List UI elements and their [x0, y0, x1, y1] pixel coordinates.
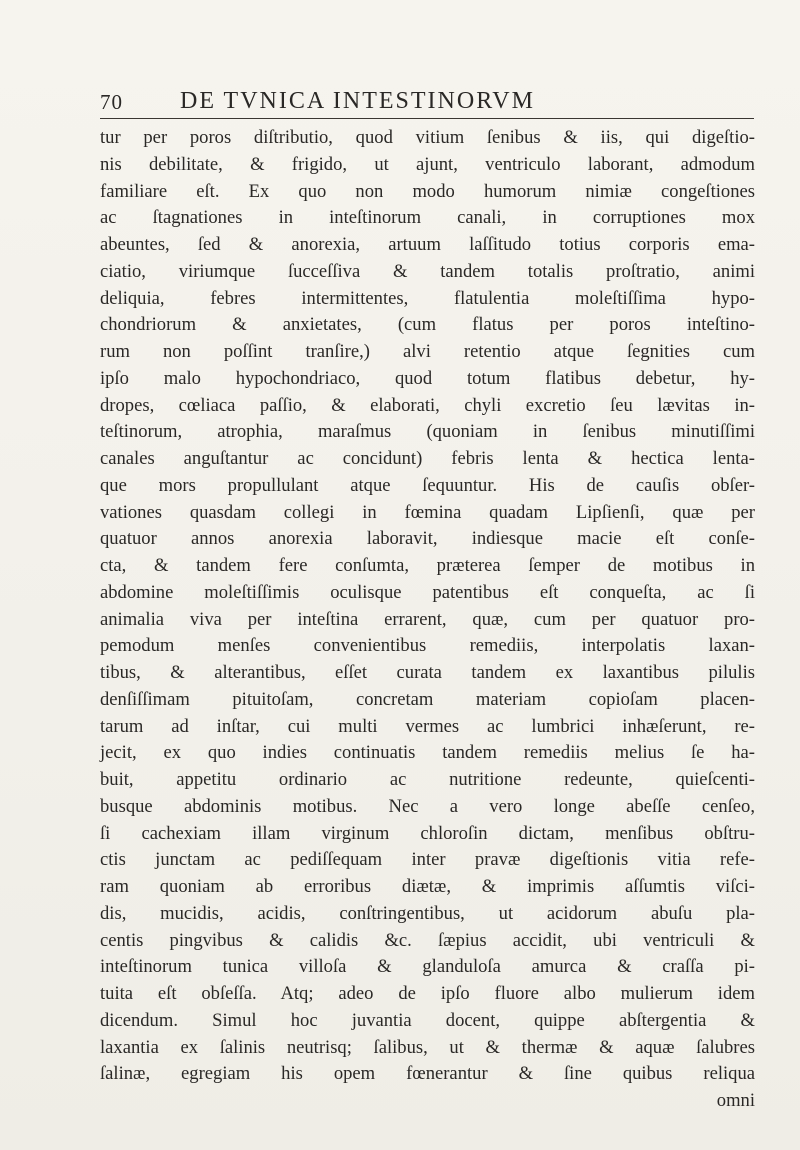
text-line: tur per poros diſtributio, quod vitium ſenibus & iis, qui digeſtio-: [100, 127, 755, 148]
text-line: animalia viva per inteſtina errarent, quæ, cum per quatuor pro-: [100, 608, 755, 630]
text-line: canales anguſtantur ac concidunt) febris lenta & hectica lenta-: [100, 448, 755, 469]
text-line: nis debilitate, & frigido, ut ajunt, ventriculo laborant, admodum: [100, 153, 755, 175]
text-line: busque abdominis motibus. Nec a vero longe abeſſe cenſeo,: [100, 795, 755, 817]
text-line: familiare eſt. Ex quo non modo humorum nimiæ congeſtiones: [100, 180, 755, 202]
text-line: dis, mucidis, acidis, conſtringentibus, ut acidorum abuſu pla-: [100, 902, 755, 924]
running-head: DE TVNICA INTESTINORVM: [180, 88, 535, 114]
text-line: tuita eſt obſeſſa. Atq; adeo de ipſo fluore albo mulierum idem: [100, 983, 755, 1004]
text-line: teſtinorum, atrophia, maraſmus (quoniam in ſenibus minutiſſimi: [100, 421, 755, 443]
text-line: abeuntes, ſed & anorexia, artuum laſſitudo totius corporis ema-: [100, 234, 755, 255]
text-line: ipſo malo hypochondriaco, quod totum flatibus debetur, hy-: [100, 367, 755, 389]
text-line: vationes quasdam collegi in fœmina quadam Lipſienſi, quæ per: [100, 501, 755, 523]
page-header: [100, 84, 754, 119]
text-line: pemodum menſes convenientibus remediis, interpolatis laxan-: [100, 635, 755, 657]
text-line: laxantia ex ſalinis neutrisq; ſalibus, ut & thermæ & aquæ ſalubres: [100, 1036, 755, 1058]
text-line: ſalinæ, egregiam his opem fœnerantur & ſine quibus reliqua: [100, 1063, 755, 1085]
text-line: ram quoniam ab erroribus diætæ, & imprimis aſſumtis viſci-: [100, 876, 755, 897]
text-line: tarum ad inſtar, cui multi vermes ac lumbrici inhæſerunt, re-: [100, 715, 755, 737]
text-line: que mors propullulant atque ſequuntur. His de cauſis obſer-: [100, 474, 755, 496]
text-line: centis pingvibus & calidis &c. ſæpius accidit, ubi ventriculi &: [100, 929, 755, 951]
text-line: ac ſtagnationes in inteſtinorum canali, in corruptiones mox: [100, 207, 755, 229]
text-line: tibus, & alterantibus, eſſet curata tandem ex laxantibus pilulis: [100, 662, 755, 683]
body-text: [100, 125, 755, 1114]
text-line: abdomine moleſtiſſimis oculisque patentibus eſt conqueſta, ac ſi: [100, 581, 755, 603]
text-line: rum non poſſint tranſire,) alvi retentio atque ſegnities cum: [100, 341, 755, 362]
text-line: dropes, cœliaca paſſio, & elaborati, chyli excretio ſeu lævitas in-: [100, 394, 755, 416]
text-line: ctis junctam ac pediſſequam inter pravæ digeſtionis vitia refe-: [100, 849, 755, 871]
catchword-row: [100, 1088, 755, 1114]
text-line: ciatio, viriumque ſucceſſiva & tandem totalis proſtratio, animi: [100, 260, 755, 282]
text-line: deliquia, febres intermittentes, flatulentia moleſtiſſima hypo-: [100, 287, 755, 309]
text-line: cta, & tandem fere conſumta, præterea ſemper de motibus in: [100, 555, 755, 576]
text-line: buit, appetitu ordinario ac nutritione redeunte, quieſcenti-: [100, 769, 755, 790]
text-line: denſiſſimam pituitoſam, concretam materiam copioſam placen-: [100, 688, 755, 710]
text-line: quatuor annos anorexia laboravit, indiesque macie eſt conſe-: [100, 528, 755, 550]
text-line: ſi cachexiam illam virginum chloroſin dictam, menſibus obſtru-: [100, 822, 755, 844]
text-line: inteſtinorum tunica villoſa & glanduloſa amurca & craſſa pi-: [100, 956, 755, 978]
catchword: omni: [716, 1090, 755, 1111]
text-line: dicendum. Simul hoc juvantia docent, quippe abſtergentia &: [100, 1009, 755, 1031]
page-number: 70: [100, 90, 123, 114]
text-line: chondriorum & anxietates, (cum flatus per poros inteſtino-: [100, 314, 755, 336]
text-line: jecit, ex quo indies continuatis tandem remediis melius ſe ha-: [100, 742, 755, 764]
